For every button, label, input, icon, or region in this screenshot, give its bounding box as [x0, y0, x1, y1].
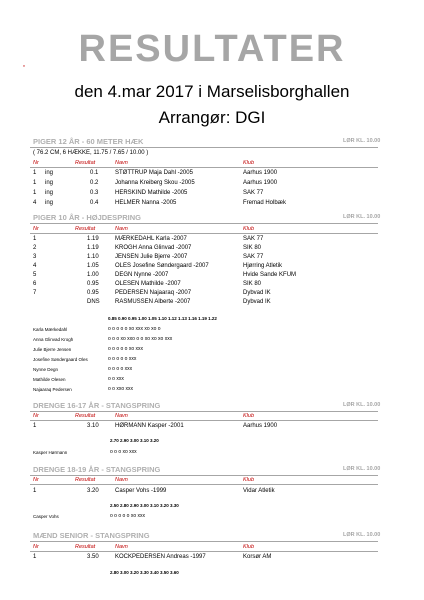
attempt-name: Karla Mærkedahl: [33, 327, 68, 332]
result-nr: 4: [33, 200, 37, 206]
organizer: Arrangør: DGI: [158, 108, 266, 127]
col-resultat: Resultat: [75, 544, 96, 550]
header-divider: [30, 167, 378, 168]
header-divider: [30, 233, 378, 234]
section-divider: [30, 475, 378, 476]
section-heading: PIGER 10 ÅR - HØJDESPRING: [33, 213, 141, 222]
attempt-marks: o o o xo xxx: [110, 449, 137, 455]
result-name: PEDERSEN Najaaraq -2007: [115, 290, 192, 296]
result-nr: 3: [33, 254, 37, 260]
result-club: Vidar Atletik: [243, 488, 275, 494]
section-time: LØR KL. 10.00: [343, 466, 381, 472]
col-resultat: Resultat: [75, 226, 96, 232]
attempt-marks: o o o o o xxx: [108, 356, 137, 362]
result-value: 1.05: [87, 263, 99, 269]
result-club: Korsør AM: [243, 554, 272, 560]
section-note: ( 76.2 CM, 6 HÆKKE, 11.75 / 7.65 / 10.00 ): [33, 150, 149, 156]
col-nr: Nr: [33, 226, 39, 232]
result-name: OLES Josefine Søndergaard -2007: [115, 263, 209, 269]
event-date-venue: den 4.mar 2017 i Marselisborghallen: [74, 82, 350, 101]
section-divider: [30, 223, 378, 224]
attempt-name: Julie Bjerre Jensen: [33, 347, 72, 352]
col-klub: Klub: [243, 160, 255, 166]
result-value: 3.50: [87, 554, 99, 560]
col-klub: Klub: [243, 544, 255, 550]
result-value: 0.4: [90, 200, 99, 206]
result-club: Hjørring Atletik: [243, 263, 283, 269]
result-club: Aarhus 1900: [243, 180, 278, 186]
section-heading: MÆND SENIOR - STANGSPRING: [33, 531, 150, 540]
col-klub: Klub: [243, 477, 255, 483]
result-extra: ing: [45, 190, 54, 196]
section-divider: [30, 147, 378, 148]
result-value: 3.20: [87, 488, 99, 494]
attempt-name: Nynne Degn: [33, 367, 59, 372]
result-value: DNS: [87, 299, 100, 305]
section-heading: PIGER 12 ÅR - 60 METER HÆK: [33, 137, 144, 146]
col-navn: Navn: [115, 413, 128, 419]
attempt-marks: o o o xo xxo o o xo xo xo xxx: [108, 336, 173, 342]
col-nr: Nr: [33, 477, 39, 483]
heights-row: 2.70 2.90 3.00 3.10 3.20: [110, 438, 159, 443]
attempt-name: Kasper Hørmann: [33, 450, 68, 455]
col-navn: Navn: [115, 160, 128, 166]
col-klub: Klub: [243, 413, 255, 419]
result-club: Aarhus 1900: [243, 170, 278, 176]
attempt-name: Anna Glinvad Krogh: [33, 337, 74, 342]
result-nr: 7: [33, 290, 37, 296]
page-title: RESULTATER: [78, 28, 346, 70]
header-divider: [30, 551, 378, 552]
result-nr: 1: [33, 236, 37, 242]
result-nr: 1: [33, 170, 37, 176]
result-club: Aarhus 1900: [243, 423, 278, 429]
attempt-marks: o o o o o xo xxx: [108, 346, 144, 352]
section-time: LØR KL. 10.00: [343, 214, 381, 220]
col-resultat: Resultat: [75, 413, 96, 419]
page-mark: *: [23, 65, 25, 71]
result-club: Dybvad IK: [243, 290, 271, 296]
result-nr: 1: [33, 190, 37, 196]
result-extra: ing: [45, 180, 54, 186]
result-name: HERSKIND Mathilde -2005: [115, 190, 188, 196]
result-value: 0.3: [90, 190, 99, 196]
col-nr: Nr: [33, 413, 39, 419]
header-divider: [30, 420, 378, 421]
result-name: KROGH Anna Glinvad -2007: [115, 245, 192, 251]
result-value: 0.2: [90, 180, 99, 186]
result-nr: 2: [33, 245, 37, 251]
section-time: LØR KL. 10.00: [343, 402, 381, 408]
result-club: SIK 80: [243, 281, 262, 287]
result-name: HØRMANN Kasper -2001: [115, 423, 184, 429]
result-value: 1.10: [87, 254, 99, 260]
result-nr: 6: [33, 281, 37, 287]
result-name: JENSEN Julie Bjerre -2007: [115, 254, 188, 260]
attempt-name: Josefine Søndergaard Oles: [33, 357, 88, 362]
result-club: SAK 77: [243, 236, 264, 242]
result-name: Johanna Kreiberg Skou -2005: [115, 180, 195, 186]
result-club: SAK 77: [243, 254, 264, 260]
result-value: 1.00: [87, 272, 99, 278]
result-extra: ing: [45, 170, 54, 176]
attempt-marks: o o xxx: [108, 376, 124, 382]
section-heading: DRENGE 16-17 ÅR - STANGSPRING: [33, 401, 161, 410]
result-nr: 1: [33, 180, 37, 186]
section-time: LØR KL. 10.00: [343, 532, 381, 538]
section-divider: [30, 541, 378, 542]
result-club: SAK 77: [243, 190, 264, 196]
section-time: LØR KL. 10.00: [343, 138, 381, 144]
result-name: DEGN Nynne -2007: [115, 272, 169, 278]
attempt-marks: o o o o o xo xxx: [110, 513, 146, 519]
result-name: Casper Vohs -1999: [115, 488, 167, 494]
result-club: Dybvad IK: [243, 299, 271, 305]
attempt-marks: o o o o xxx: [108, 366, 133, 372]
result-nr: 1: [33, 554, 37, 560]
result-club: SIK 80: [243, 245, 262, 251]
result-club: Hvide Sande KFUM: [243, 272, 297, 278]
result-name: KOCKPEDERSEN Andreas -1997: [115, 554, 206, 560]
result-name: OLESEN Mathilde -2007: [115, 281, 181, 287]
col-navn: Navn: [115, 226, 128, 232]
result-nr: 5: [33, 272, 37, 278]
result-value: 3.10: [87, 423, 99, 429]
result-nr: 1: [33, 423, 37, 429]
section-divider: [30, 411, 378, 412]
result-value: 1.19: [87, 245, 99, 251]
heights-row: 0.85 0.90 0.95 1.00 1.05 1.10 1.12 1.13 1.16 1.19 1.22: [108, 316, 217, 321]
result-club: Fremad Holbæk: [243, 200, 287, 206]
result-value: 1.19: [87, 236, 99, 242]
attempt-name: Mathilde Olesen: [33, 377, 66, 382]
result-value: 0.1: [90, 170, 99, 176]
result-name: RASMUSSEN Alberte -2007: [115, 299, 191, 305]
col-nr: Nr: [33, 160, 39, 166]
result-value: 0.95: [87, 281, 99, 287]
col-resultat: Resultat: [75, 160, 96, 166]
attempt-marks: o o xxo xxx: [108, 386, 134, 392]
heights-row: 2.80 3.00 3.20 3.30 3.40 3.50 3.60: [110, 570, 179, 575]
col-navn: Navn: [115, 477, 128, 483]
result-name: MÆRKEDAHL Karla -2007: [115, 236, 187, 242]
col-klub: Klub: [243, 226, 255, 232]
col-resultat: Resultat: [75, 477, 96, 483]
result-name: STØTTRUP Maja Dahl -2005: [115, 170, 193, 176]
header-divider: [30, 484, 378, 485]
heights-row: 2.50 2.80 2.90 3.00 3.10 3.20 3.30: [110, 503, 179, 508]
result-nr: 1: [33, 488, 37, 494]
col-navn: Navn: [115, 544, 128, 550]
attempt-name: Casper Vohs: [33, 514, 59, 519]
result-value: 0.95: [87, 290, 99, 296]
result-name: HELMER Nanna -2005: [115, 200, 177, 206]
result-nr: 4: [33, 263, 37, 269]
section-heading: DRENGE 18-19 ÅR - STANGSPRING: [33, 465, 161, 474]
attempt-marks: o o o o o xo xxx xo xo o: [108, 326, 161, 332]
attempt-name: Najaaraq Pedersen: [33, 387, 72, 392]
result-extra: ing: [45, 200, 54, 206]
col-nr: Nr: [33, 544, 39, 550]
